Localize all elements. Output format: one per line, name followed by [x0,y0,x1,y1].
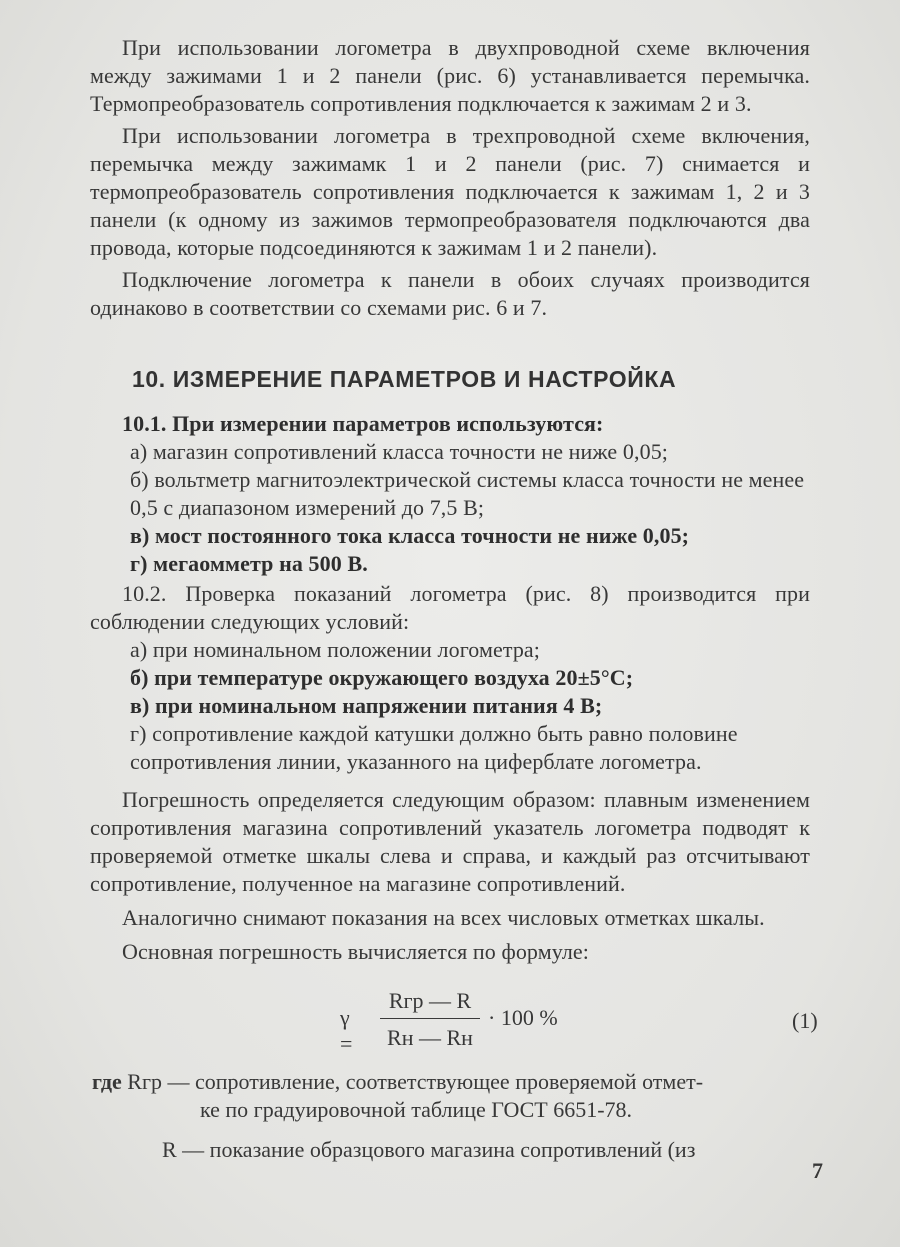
equation-number: (1) [792,1008,818,1033]
paragraph-error-method: Погрешность определяется следующим образом: плавным изменением сопротивления магазина сопротивлений указатель логометра подводят к проверяемой отметке шкалы слева и справа, и каждый раз отсчитывают сопротивление, полученное на магазине сопротивлений. [90,787,810,896]
fraction-bar [380,1018,480,1019]
section-body [90,410,810,966]
definition-rgr-line1: Rгр — сопротивление, соответствующее проверяемой отмет- [127,1069,704,1094]
page-number: 7 [812,1158,823,1183]
list-item: в) мост постоянного тока класса точности не ниже 0,05; [130,523,690,548]
formula-multiplier: · 100 % [488,1005,558,1030]
definition-rgr [92,1068,832,1096]
subsection-10-2-intro: 10.2. Проверка показаний логометра (рис. 8) производится при соблюдении следующих условий: [90,581,810,634]
formula-fraction [380,986,480,1053]
where-label: где [92,1069,122,1094]
subsection-10-1-intro: 10.1. При измерении параметров используются: [122,411,604,436]
paragraph-panel-connection: Подключение логометра к панели в обоих случаях производится одинаково в соответствии со схемами рис. 6 и 7. [90,267,810,320]
formula-lhs: γ = [340,1005,353,1056]
paragraph-three-wire: При использовании логометра в трехпроводной схеме включения, перемычка между зажимамк 1 и 2 панели (рис. 7) снимается и термопреобразователь сопротивления подключается к зажимам 1, 2 и 3 панели (к одному из зажимов термопреобразователя подключаются два провода, которые подсоединяются к зажимам 1 и 2 панели). [90,123,810,260]
intro-text-block [90,34,810,322]
list-item: б) при температуре окружающего воздуха 20±5°С; [130,665,634,690]
paragraph-formula-intro: Основная погрешность вычисляется по формуле: [122,939,590,964]
list-item: а) магазин сопротивлений класса точности не ниже 0,05; [130,439,669,464]
list-item: г) мегаомметр на 500 В. [130,551,368,576]
list-item: б) вольтметр магнитоэлектрической системы класса точности не менее 0,5 с диапазоном измерений до 7,5 В; [130,467,805,520]
formula-numerator: Rгр — R [388,988,472,1013]
formula-denominator: Rн — Rн [387,1025,473,1050]
list-item: а) при номинальном положении логометра; [130,637,540,662]
section-heading: 10. ИЗМЕРЕНИЕ ПАРАМЕТРОВ И НАСТРОЙКА [132,366,677,392]
definition-rgr-line2: ке по градуировочной таблице ГОСТ 6651-78. [200,1097,633,1122]
definition-r: R — показание образцового магазина сопротивлений (из [162,1137,696,1162]
list-item: г) сопротивление каждой катушки должно быть равно половине сопротивления линии, указанного на циферблате логометра. [130,721,738,774]
paragraph-two-wire: При использовании логометра в двухпроводной схеме включения между зажимами 1 и 2 панели (рис. 6) устанавливается перемычка. Термопреобразователь сопротивления подключается к зажимам 2 и 3. [90,35,810,116]
paragraph-similar-readings: Аналогично снимают показания на всех числовых отметках шкалы. [122,905,765,930]
list-item: в) при номинальном напряжении питания 4 В; [130,693,603,718]
definitions-block [92,1068,832,1164]
